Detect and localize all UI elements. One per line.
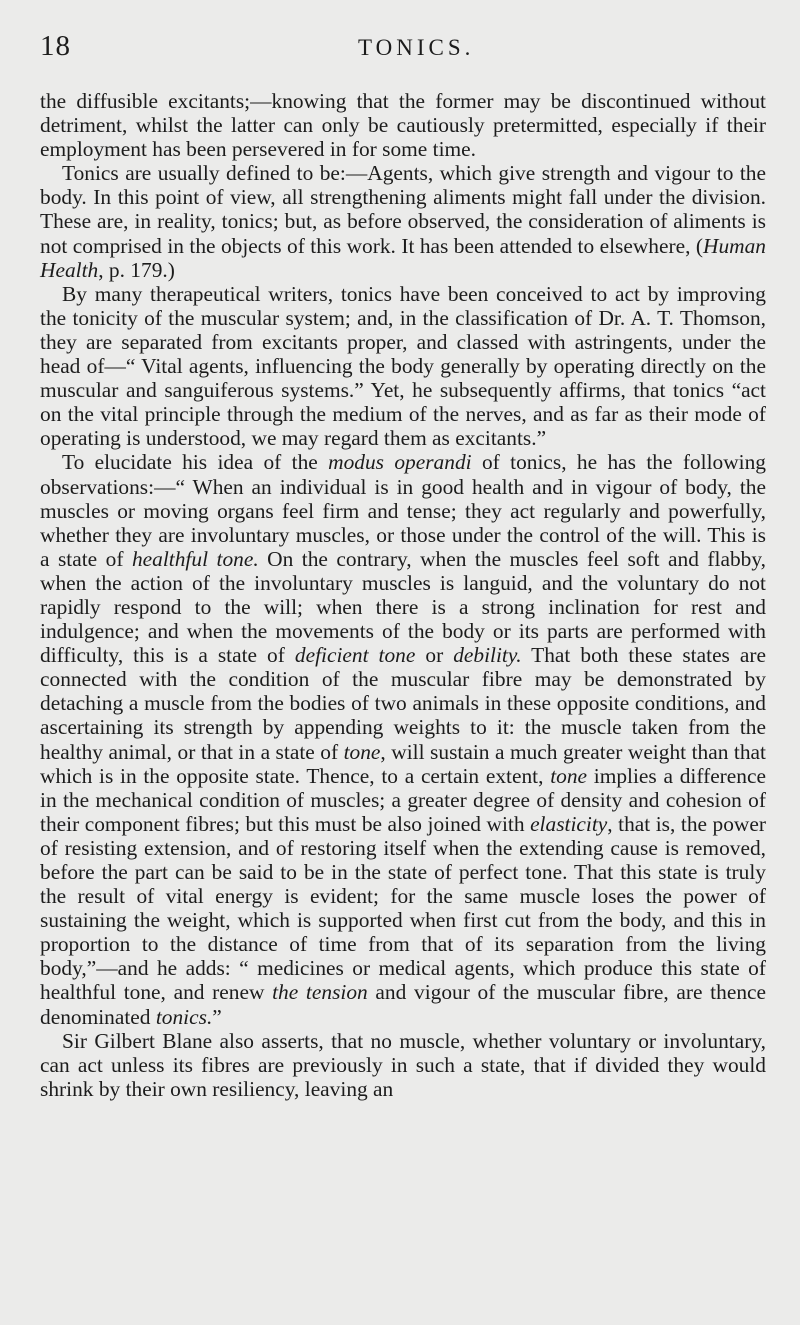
- text-run: ”: [212, 1004, 222, 1029]
- italic-run: tone: [343, 739, 381, 764]
- text-run: , that is, the power of resisting extension, and of restoring itself when the extending cause is removed, before the part can be said to be in the state of perfect tone. That this state is truly the result of vital energy is evident; for the same muscle loses the power of sustaining the weight, which is supported when first cut from the body, and this in proportion to the distance of time from that of its separation from the living body,”—and he adds: “ medicines or medical agents, which produce this state of healthful tone, and renew: [40, 811, 766, 1005]
- text-run: , will sustain a much greater weight than that which is in the opposite state. Thence, to a certain extent,: [40, 739, 766, 788]
- italic-run: elasticity: [530, 811, 608, 836]
- paragraph-3: [40, 282, 766, 451]
- italic-run: tone: [550, 763, 588, 788]
- text-run: the diffusible excitants;—knowing that the former may be discontinued without detriment, whilst the latter can only be cautiously pretermitted, especially if their employment has been persevered in for some time.: [40, 89, 766, 162]
- text-run: of tonics, he has the following observations:—“ When an individual is in good health and in vigour of body, the muscles or moving organs feel firm and tense; they act regularly and powerfully, whether they are involuntary muscles, or those under the control of the will. This is a state of: [40, 450, 766, 571]
- italic-run: tonics.: [155, 1004, 213, 1029]
- text-run: and vigour of the muscular fibre, are thence denominated: [40, 980, 767, 1029]
- text-run: That both these states are connected with the condition of the muscular fibre may be demonstrated by detaching a muscle from the bodies of two animals in these opposite conditions, and ascertaining its strength by appending weights to it: the muscle taken from the healthy animal, or that in a state of: [40, 643, 766, 764]
- text-run: Sir Gilbert Blane also asserts, that no muscle, whether voluntary or involuntary, can act unless its fibres are previously in such a state, that if divided they would shrink by their own resiliency, leaving an: [40, 1028, 766, 1101]
- paragraph-2: [40, 161, 766, 281]
- italic-run: modus operandi: [328, 450, 472, 475]
- page-header: [40, 22, 772, 76]
- italic-run: the tension: [272, 980, 368, 1005]
- text-run: implies a difference in the mechanical condition of muscles; a greater degree of density and cohesion of their component fibres; but this must be also joined with: [40, 763, 766, 836]
- text-run: , p. 179.): [98, 257, 175, 282]
- text-run: On the contrary, when the muscles feel soft and flabby, when the action of the involuntary muscles is languid, and the voluntary do not rapidly respond to the will; when there is a strong inclination for rest and indulgence; and when the movements of the body or its parts are performed with difficulty, this is a state of: [40, 546, 767, 668]
- text-run: To elucidate his idea of the: [62, 450, 329, 475]
- italic-run: debility.: [453, 643, 522, 668]
- text-run: By many therapeutical writers, tonics have been conceived to act by improving the tonicity of the muscular system; and, in the classification of Dr. A. T. Thomson, they are separated from excitants proper, and classed with astringents, under the head of—“ Vital agents, influencing the body generally by operating directly on the muscular and sanguiferous systems.” Yet, he subsequently affirms, that tonics “act on the vital principle through the medium of the nerves, and as far as their mode of operating is understood, we may regard them as excitants.”: [40, 281, 766, 451]
- page-number: 18: [40, 30, 71, 62]
- italic-run: healthful tone.: [131, 546, 259, 571]
- paragraph-1: [40, 89, 766, 161]
- running-title: TONICS.: [358, 35, 475, 60]
- text-run: Tonics are usually defined to be:—Agents, which give strength and vigour to the body. In this point of view, all strengthening aliments might fall under the division. These are, in reality, tonics; but, as before observed, the consideration of aliments is not comprised in the objects of this work. It has been attended to elsewhere, (: [40, 161, 766, 258]
- body-text: [40, 89, 766, 1101]
- paragraph-5: [40, 1029, 766, 1101]
- italic-run: Human Health: [40, 233, 766, 282]
- paragraph-4: [40, 450, 766, 1028]
- italic-run: deficient tone: [294, 643, 416, 668]
- text-run: or: [415, 643, 454, 668]
